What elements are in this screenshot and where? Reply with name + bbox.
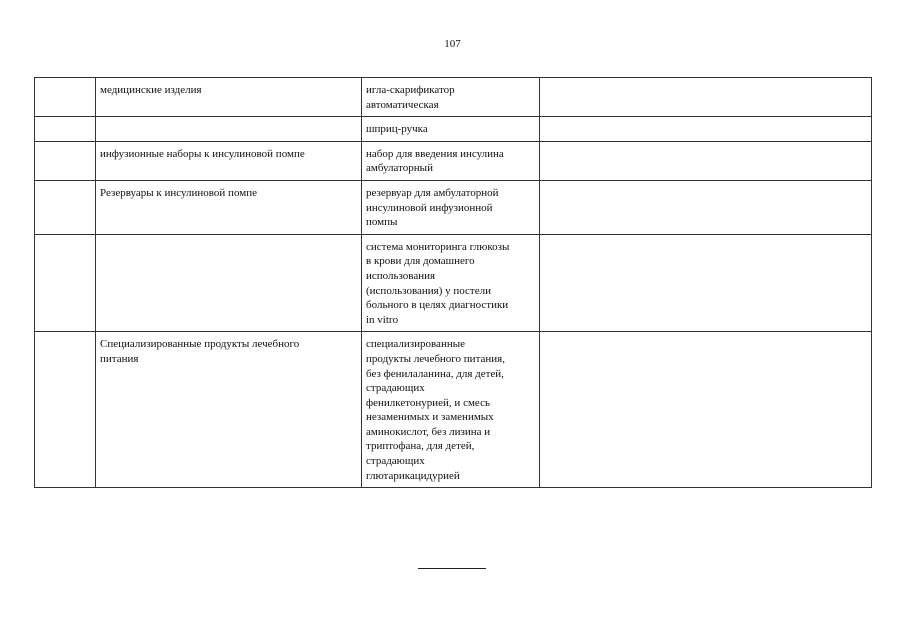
product-cell: шприц-ручка <box>362 117 540 142</box>
category-cell: Специализированные продукты лечебного питания <box>96 332 362 488</box>
page-number: 107 <box>444 38 461 50</box>
note-cell <box>540 141 872 180</box>
product-cell: игла-скарификатор автоматическая <box>362 78 540 117</box>
footer-divider <box>418 568 486 569</box>
note-cell <box>540 332 872 488</box>
row-number-cell <box>35 332 96 488</box>
note-cell <box>540 234 872 332</box>
category-cell <box>96 117 362 142</box>
table-row <box>35 234 872 332</box>
row-number-cell <box>35 180 96 234</box>
medical-supplies-table <box>34 77 872 488</box>
table-row <box>35 141 872 180</box>
category-cell: Резервуары к инсулиновой помпе <box>96 180 362 234</box>
row-number-cell <box>35 234 96 332</box>
note-cell <box>540 117 872 142</box>
product-cell: специализированные продукты лечебного питания, без фенилаланина, для детей, страдающих фенилкетонурией, и смесь незаменимых и заменимых аминокислот, без лизина и триптофана, для детей, страдающих глютарикацидурией <box>362 332 540 488</box>
note-cell <box>540 180 872 234</box>
product-cell: набор для введения инсулина амбулаторный <box>362 141 540 180</box>
product-cell: резервуар для амбулаторной инсулиновой инфузионной помпы <box>362 180 540 234</box>
category-cell: инфузионные наборы к инсулиновой помпе <box>96 141 362 180</box>
table-row <box>35 78 872 117</box>
note-cell <box>540 78 872 117</box>
table-row <box>35 117 872 142</box>
category-cell: медицинские изделия <box>96 78 362 117</box>
category-cell <box>96 234 362 332</box>
product-cell: система мониторинга глюкозы в крови для домашнего использования (использования) у постели больного в целях диагностики in vitro <box>362 234 540 332</box>
row-number-cell <box>35 78 96 117</box>
row-number-cell <box>35 141 96 180</box>
row-number-cell <box>35 117 96 142</box>
table-row <box>35 180 872 234</box>
table-row <box>35 332 872 488</box>
